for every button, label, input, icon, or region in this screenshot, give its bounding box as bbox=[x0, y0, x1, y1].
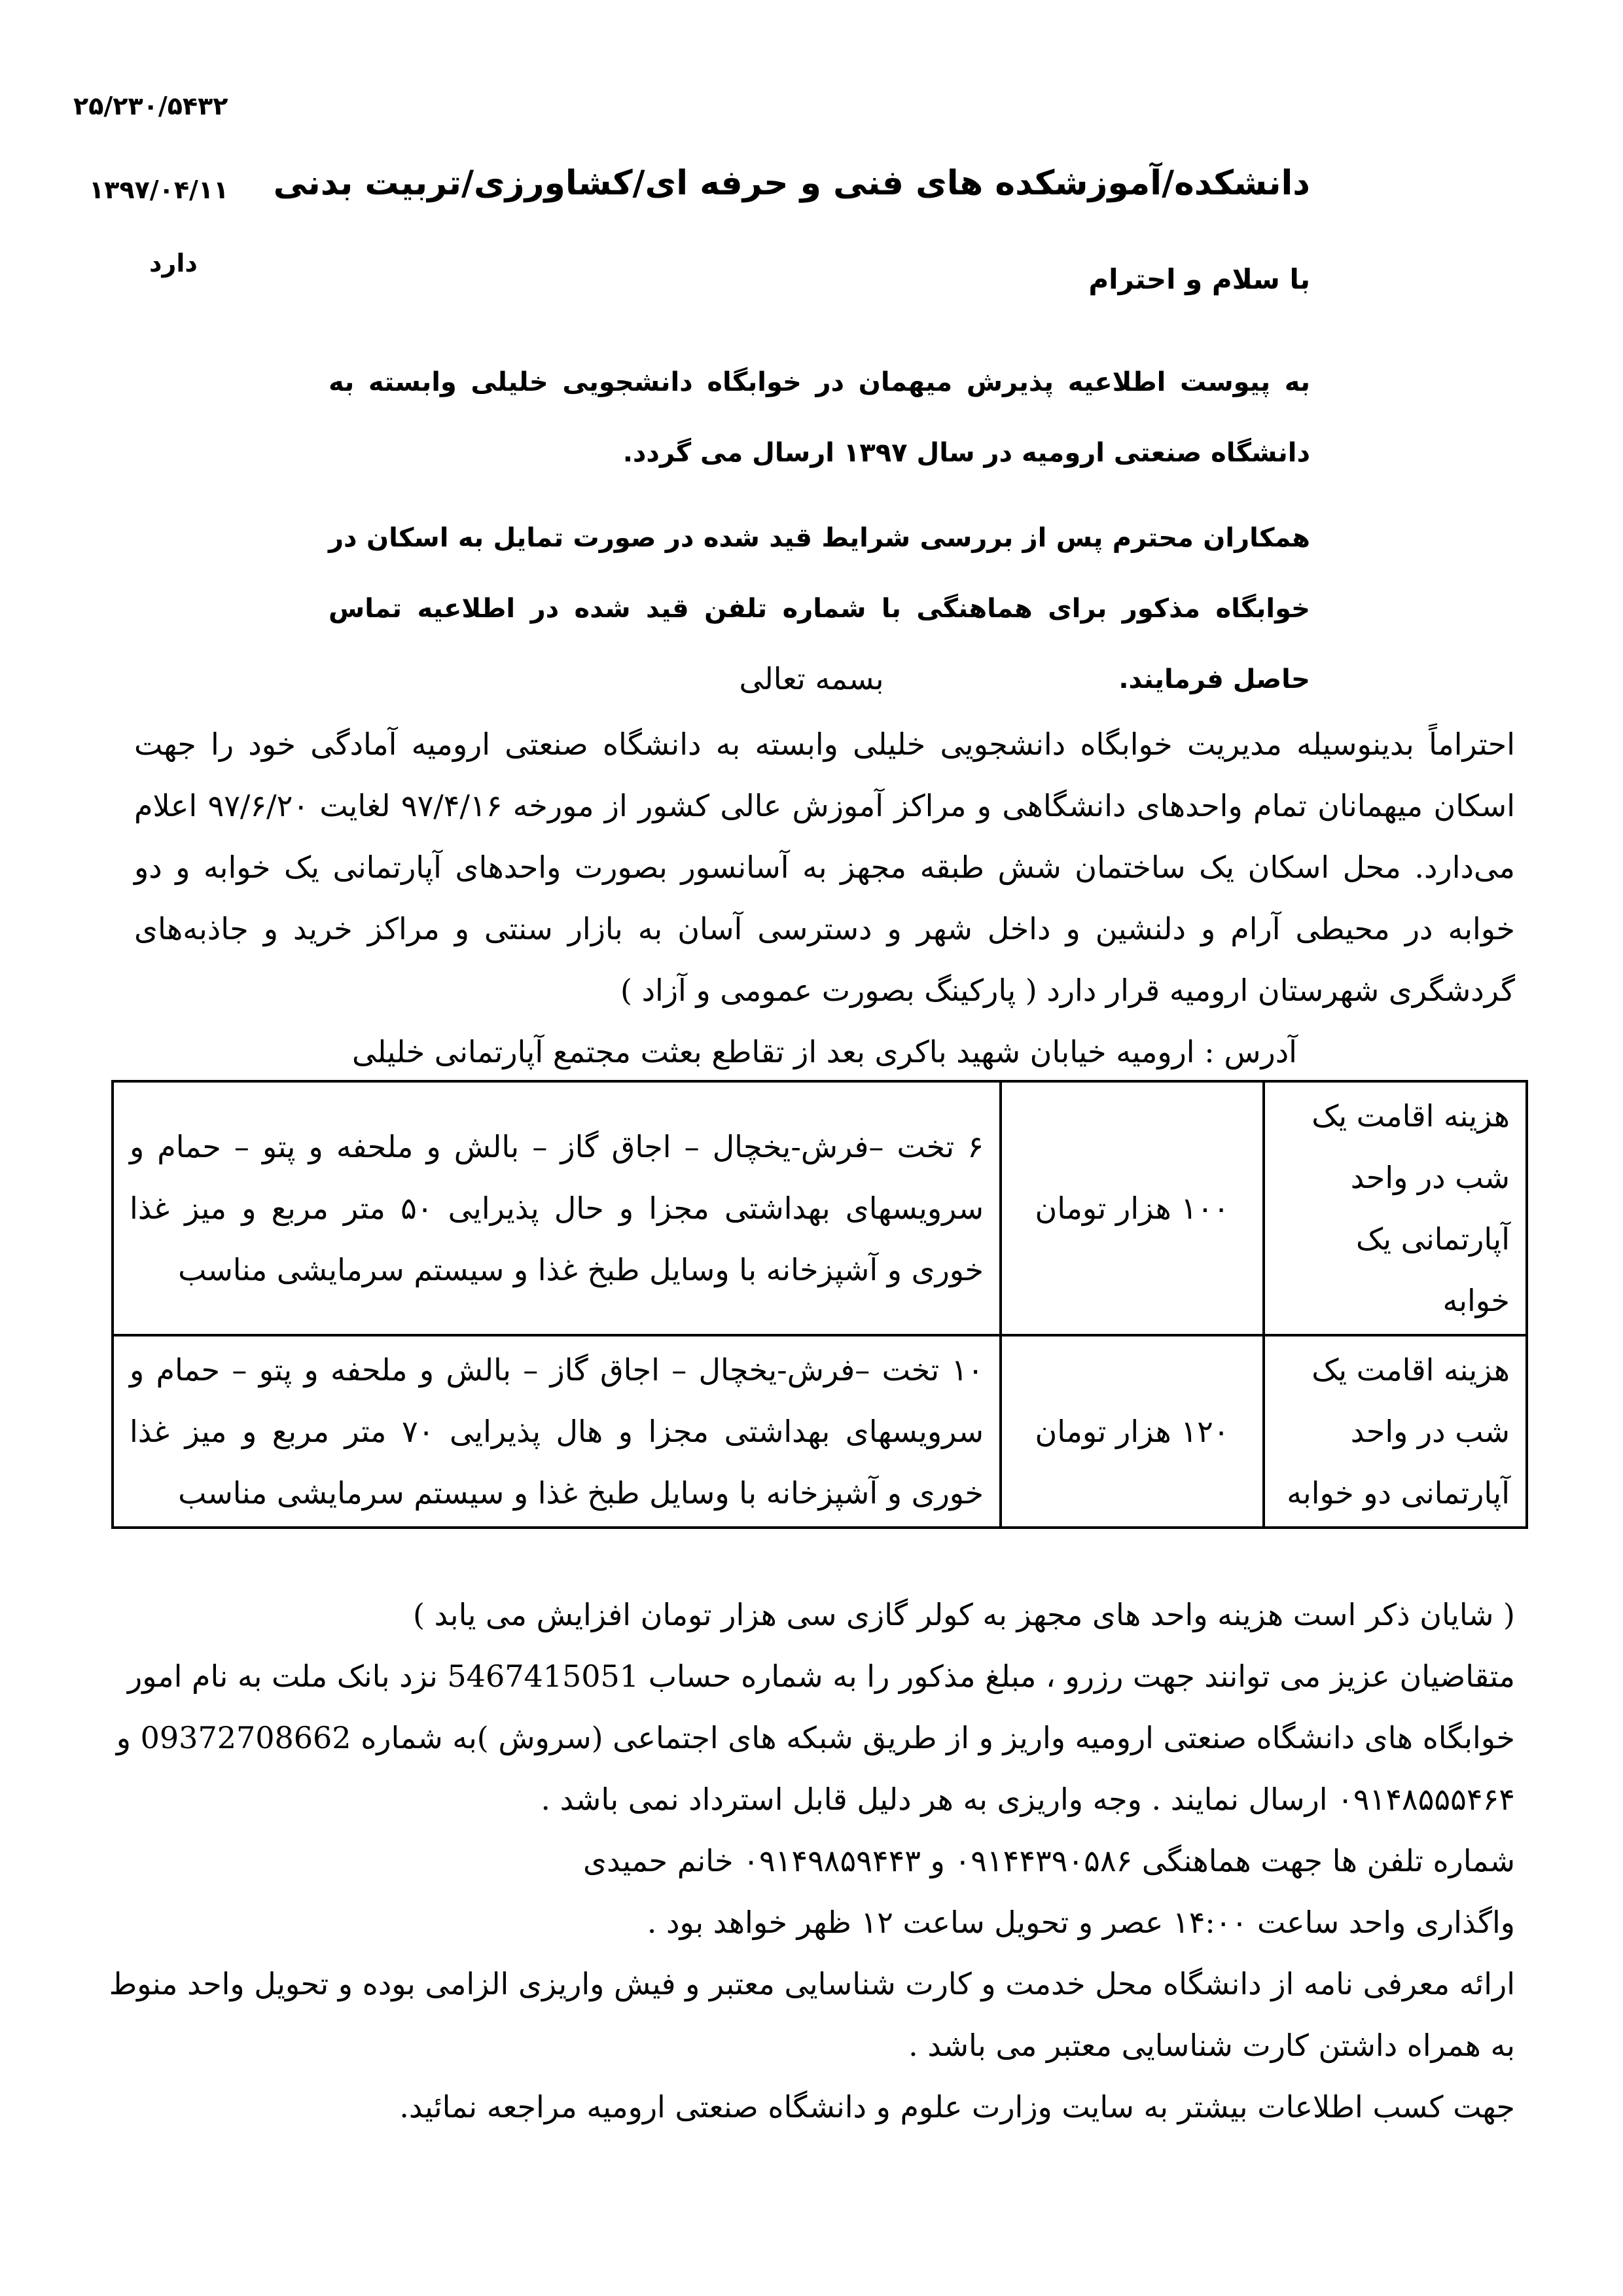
amenities-cell: ۱۰ تخت –فرش-یخچال – اجاق گاز – بالش و ملحفه و پتو – حمام و سرویسهای بهداشتی مجزا و هال پذیرایی ۷۰ متر مربع و میز غذا خوری و آشپزخانه با وسایل طبخ غذا و سیستم سرمایشی مناسب bbox=[113, 1335, 1001, 1528]
unit-type-cell: هزینه اقامت یک شب در واحد آپارتمانی یک خوابه bbox=[1264, 1081, 1527, 1335]
table-row bbox=[113, 1335, 1527, 1528]
address: آدرس : ارومیه خیابان شهید باکری بعد از تقاطع بعثت مجتمع آپارتمانی خلیلی bbox=[352, 1034, 1297, 1069]
enclosure-status: دارد bbox=[149, 249, 198, 278]
greeting: با سلام و احترام bbox=[1088, 263, 1310, 295]
footer-notes bbox=[108, 1584, 1515, 2138]
amenities-cell: ۶ تخت –فرش-یخچال – اجاق گاز – بالش و ملحفه و پتو – حمام و سرویسهای بهداشتی مجزا و حال پذیرایی ۵۰ متر مربع و میز غذا خوری و آشپزخانه با وسایل طبخ غذا و سیستم سرمایشی مناسب bbox=[113, 1081, 1001, 1335]
letter-date: ۱۳۹۷/۰۴/۱۱ bbox=[89, 175, 229, 204]
announcement-text: احتراماً بدینوسیله مدیریت خوابگاه دانشجویی خلیلی وابسته به دانشگاه صنعتی ارومیه آمادگی خود را جهت اسکان میهمانان تمام واحدهای دانشگاهی و مراکز آموزش عالی کشور از مورخه ۹۷/۴/۱۶ لغایت ۹۷/۶/۲۰ اعلام می‌دارد. محل اسکان یک ساختمان شش طبقه مجهز به آسانسور بصورت واحدهای آپارتمانی یک خوابه و دو خوابه در محیطی آرام و دلنشین و داخل شهر و دسترسی آسان به بازار سنتی و مراکز خرید و جاذبه‌های گردشگری شهرستان ارومیه قرار دارد ( پارکینگ بصورت عمومی و آزاد ) bbox=[134, 726, 1515, 1008]
more-info: جهت کسب اطلاعات بیشتر به سایت وزارت علوم و دانشگاه صنعتی ارومیه مراجعه نمائید. bbox=[399, 2089, 1515, 2125]
payment-instructions: متقاضیان عزیز می توانند جهت رزرو ، مبلغ مذکور را به شماره حساب 5467415051 نزد بانک ملت به نام امور خوابگاه های دانشگاه صنعتی ارومیه واریز و از طریق شبکه های اجتماعی (سروش )به شماره 09372708662 و ۰۹۱۴۸۵۵۵۴۶۴ ارسال نمایند . وجه واریزی به هر دلیل قابل استرداد نمی باشد . bbox=[116, 1659, 1515, 1817]
announcement-body bbox=[134, 713, 1515, 1083]
letter-paragraph: همکاران محترم پس از بررسی شرایط قید شده در صورت تمایل به اسکان در خوابگاه مذکور برای هماهنگی با شماره تلفن قید شده در اطلاعیه تماس حاصل فرمایند. bbox=[329, 523, 1310, 694]
ac-surcharge-note: ( شایان ذکر است هزینه واحد های مجهز به کولر گازی سی هزار تومان افزایش می یابد ) bbox=[413, 1597, 1515, 1632]
unit-type-cell: هزینه اقامت یک شب در واحد آپارتمانی دو خوابه bbox=[1264, 1335, 1527, 1528]
contact-phones: شماره تلفن ها جهت هماهنگی ۰۹۱۴۴۳۹۰۵۸۶ و ۰۹۱۴۹۸۵۹۴۴۳ خانم حمیدی bbox=[583, 1843, 1515, 1878]
cost-table bbox=[111, 1080, 1528, 1529]
checkin-checkout-times: واگذاری واحد ساعت ۱۴:۰۰ عصر و تحویل ساعت ۱۲ ظهر خواهد بود . bbox=[647, 1905, 1515, 1940]
table-row bbox=[113, 1081, 1527, 1335]
required-documents: ارائه معرفی نامه از دانشگاه محل خدمت و کارت شناسایی معتبر و فیش واریزی الزامی بوده و تحویل واحد منوط به همراه داشتن کارت شناسایی معتبر می باشد . bbox=[109, 1966, 1515, 2063]
addressee: دانشکده/آموزشکده های فنی و حرفه ای/کشاورزی/تربیت بدنی bbox=[273, 164, 1310, 203]
basmala: بسمه تعالی bbox=[739, 661, 884, 696]
letter-paragraph: به پیوست اطلاعیه پذیرش میهمان در خوابگاه دانشجویی خلیلی وابسته به دانشگاه صنعتی ارومیه در سال ۱۳۹۷ ارسال می گردد. bbox=[329, 367, 1310, 468]
reference-number: ۲۵/۲۳۰/۵۴۳۲ bbox=[73, 92, 228, 120]
price-cell: ۱۲۰ هزار تومان bbox=[1001, 1335, 1264, 1528]
price-cell: ۱۰۰ هزار تومان bbox=[1001, 1081, 1264, 1335]
